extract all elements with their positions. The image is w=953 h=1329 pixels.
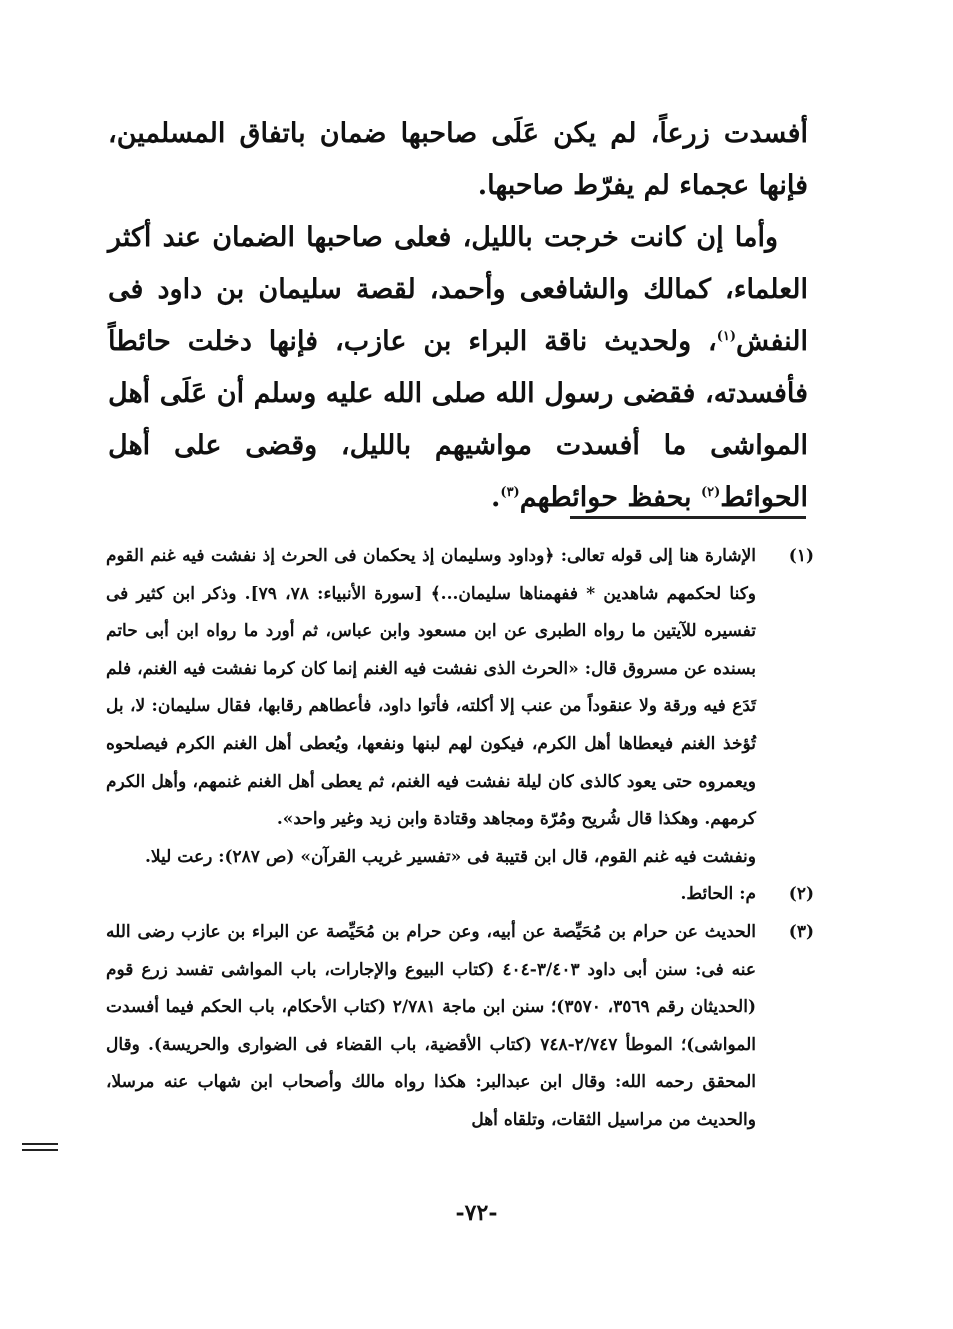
paragraph-2-part-b: ، ولحديث ناقة البراء بن عازب، فإنها دخلت حائطاً فأفسدته، فقضى رسول الله صلى الله عليه وسلم أن عَلَى أهل المواشى ما أفسدت مواشيهم بالليل، وقضى على أهل الحوائط <box>108 326 808 513</box>
footnote-2-text: م: الحائط. <box>680 884 756 905</box>
paragraph-2 <box>108 212 808 524</box>
footnote-3 <box>106 914 814 1140</box>
paragraph-2-part-c: بحفظ حوائطهم <box>519 482 701 513</box>
footnote-2-number: (٢) <box>788 884 814 905</box>
continuation-mark <box>22 1143 58 1153</box>
footnote-1-number: (١) <box>788 546 814 566</box>
footnote-1-text: الإشارة هنا إلى قوله تعالى: ﴿وداود وسليمان إذ يحكمان فى الحرث إذ نفشت فيه غنم القوم وكنا لحكمهم شاهدين * ففهمناها سليمان...﴾ [سورة الأنبياء: ٧٨، ٧٩]. وذكر ابن كثير فى تفسيره للآيتين ما رواه الطبرى عن ابن مسعود وابن عباس، ثم أورد ما رواه ابن أبى حاتم بسنده عن مسروق قال: «الحرث الذى نفشت فيه الغنم إنما كان كرما نفشت فيه الغنم، فلم تَدَع فيه ورقة ولا عنقوداً من عنب إلا أكلته، فأتوا داود، فأعطاهم رقابها، فقال سليمان: لا، بل تُؤخذ الغنم فيعطاها أهل الكرم، فيكون لهم لبنها ونفعها، ويُعطى أهل الغنم الكرم فيصلحوه ويعمروه حتى يعود كالذى كان ليلة نفشت فيه الغنم، ثم يعطى أهل الغنم غنمهم، وأهل الكرم كرمهم. وهكذا قال شُريح ومُرّة ومجاهد وقتادة وابن زيد وغير واحد». <box>106 546 757 830</box>
footnote-2 <box>106 876 814 914</box>
footnote-ref-3[interactable]: (٣) <box>500 485 520 500</box>
footnote-ref-1[interactable]: (١) <box>716 329 737 344</box>
footnote-3-text: الحديث عن حرام بن مُحَيِّصة عن أبيه، وعن حرام بن مُحَيِّصة عن البراء بن عازب رضى الله عنه فى: سنن أبى داود ٣/٤٠٣-٤٠٤ (كتاب البيوع والإجارات، باب المواشى تفسد زرع قوم (الحديثان رقم ٣٥٦٩، ٣٥٧٠)؛ سنن ابن ماجة ٢/٧٨١ (كتاب الأحكام، باب الحكم فيما أفسدت المواشى)؛ الموطأ ٢/٧٤٧-٧٤٨ (كتاب الأقضية، باب القضاء فى الضوارى والحريسة). وقال المحقق رحمه الله: وقال ابن عبدالبر: هكذا رواه مالك وأصحاب ابن شهاب عنه مرسلا، والحديث من مراسيل الثقات، وتلقاه أهل <box>106 921 757 1130</box>
footnote-1-continuation: ونفشت فيه غنم القوم، قال ابن قتيبة فى «تفسير غريب القرآن» (ص ٢٨٧): رعت ليلا. <box>144 846 756 867</box>
paragraph-1 <box>108 108 808 212</box>
main-body-text <box>108 108 808 524</box>
footnotes-section <box>106 538 814 1140</box>
footnote-ref-2[interactable]: (٢) <box>700 485 721 500</box>
paragraph-2-part-d: . <box>491 482 501 513</box>
footnote-1 <box>106 538 814 839</box>
footnote-3-number: (٣) <box>788 921 814 942</box>
footnote-separator <box>570 516 806 519</box>
paragraph-1-text: أفسدت زرعاً، لم يكن عَلَى صاحبها ضمان باتفاق المسلمين، فإنها عجماء لم يفرّط صاحبها. <box>108 118 808 201</box>
paragraph-2-part-a: وأما إن كانت خرجت بالليل، فعلى صاحبها الضمان عند أكثر العلماء، كمالك والشافعى وأحمد، لقصة سليمان بن داود فى النفش <box>108 222 808 357</box>
page-number: -٧٢- <box>455 1200 498 1226</box>
